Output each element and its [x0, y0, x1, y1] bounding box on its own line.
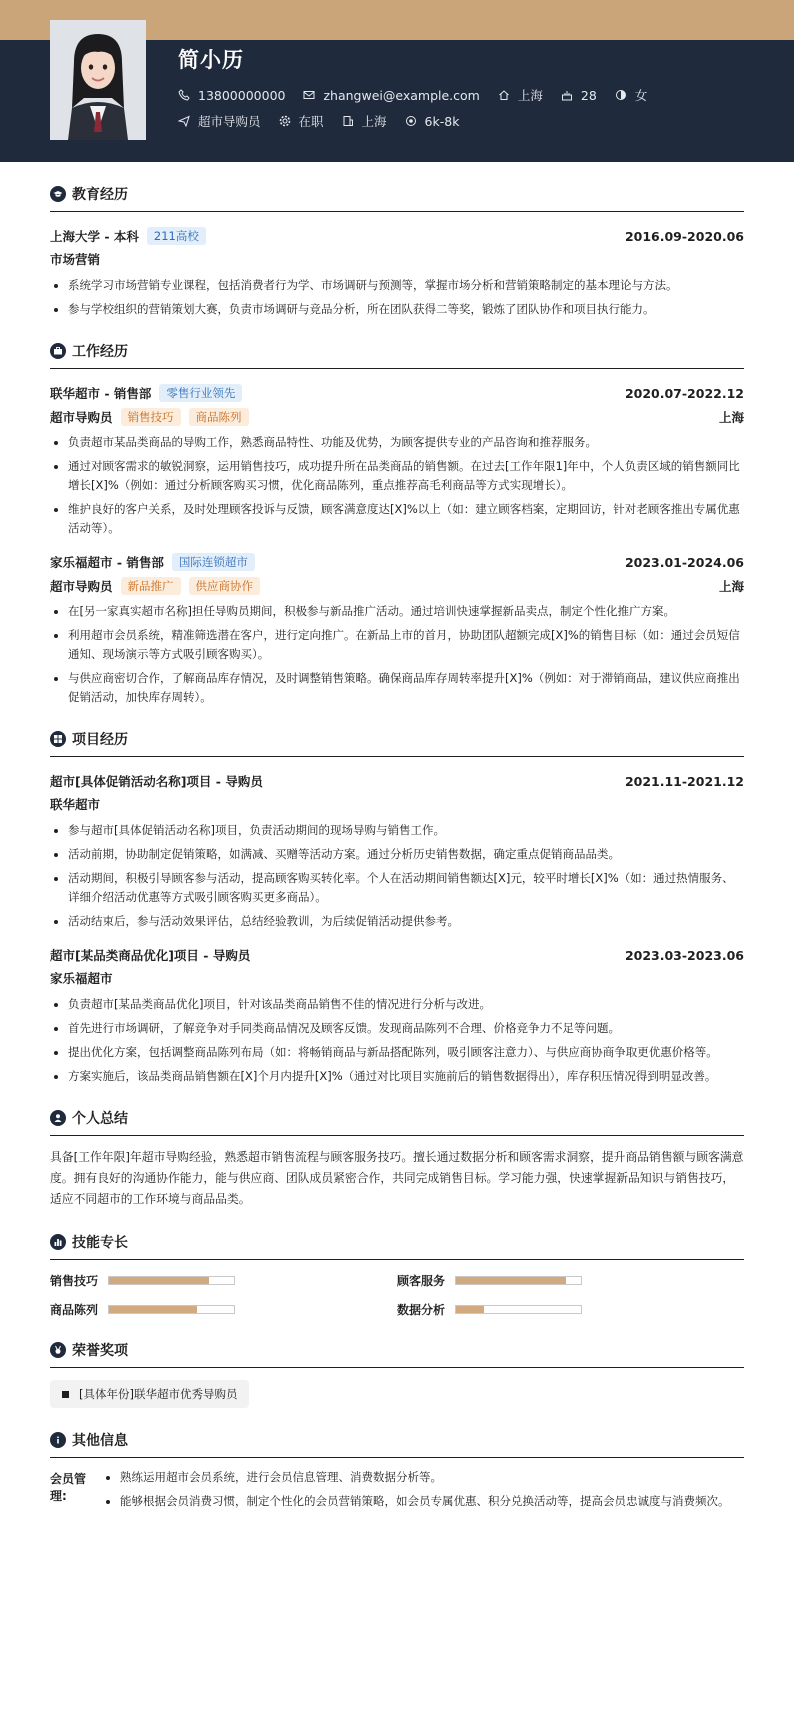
- project-org: 家乐福超市: [50, 971, 113, 986]
- company-tag: 国际连锁超市: [172, 553, 255, 571]
- project-entry: [50, 943, 744, 1086]
- entry-left: [50, 553, 255, 571]
- entry-date: 2023.01-2024.06: [624, 554, 744, 570]
- briefcase-icon: [50, 343, 66, 359]
- job-intent-row: [178, 112, 477, 130]
- home-icon: [498, 89, 510, 101]
- section-title: 其他信息: [72, 1433, 128, 1449]
- skill-bar: [455, 1276, 582, 1285]
- graduation-cap-icon: [50, 186, 66, 202]
- section-title: 项目经历: [72, 732, 128, 748]
- info-icon: [50, 1432, 66, 1448]
- skill-item: [397, 1301, 744, 1318]
- section-header: [50, 184, 744, 212]
- company-name: 联华超市 - 销售部: [50, 386, 152, 401]
- role-title: 超市导购员: [50, 579, 113, 594]
- summary-section: [50, 1108, 744, 1210]
- city-info: [342, 112, 387, 130]
- bullet-list: [102, 1468, 730, 1516]
- list-item: • 能够根据会员消费习惯，制定个性化的会员营销策略，如会员专属优惠、积分兑换活动等，提高会员忠诚度与消费频次。: [120, 1492, 730, 1511]
- skill-tag: 销售技巧: [121, 408, 181, 426]
- section-header: [50, 1232, 744, 1260]
- mail-icon: [303, 89, 315, 101]
- resume-body: [0, 184, 794, 1516]
- section-title: 荣誉奖项: [72, 1343, 128, 1359]
- section-title: 个人总结: [72, 1111, 128, 1127]
- projects-section: [50, 729, 744, 1086]
- list-item: • 活动前期，协助制定促销策略，如满减、买赠等活动方案。通过分析历史销售数据，确定重点促销商品品类。: [68, 845, 744, 864]
- skill-bar-fill: [456, 1306, 484, 1313]
- list-item: • 与供应商密切合作，了解商品库存情况，及时调整销售策略。确保商品库存周转率提升[X]%（例如：对于滞销商品，建议供应商推出促销活动，加快库存周转）。: [68, 669, 744, 707]
- list-item: • 负责超市某品类商品的导购工作，熟悉商品特性、功能及优势，为顾客提供专业的产品咨询和推荐服务。: [68, 433, 744, 452]
- company-tag: 零售行业领先: [159, 384, 242, 402]
- gear-icon: [279, 115, 291, 127]
- entry-left: [50, 227, 206, 245]
- other-entry: [50, 1468, 744, 1516]
- salary-info: [405, 114, 460, 129]
- list-item: • 方案实施后，该品类商品销售额在[X]个月内提升[X]%（通过对比项目实施前后的销售数据得出），库存积压情况得到明显改善。: [68, 1067, 744, 1086]
- candidate-name: 简小历: [178, 48, 244, 72]
- send-icon: [178, 115, 190, 127]
- company-name: 家乐福超市 - 销售部: [50, 555, 164, 570]
- grid-icon: [50, 731, 66, 747]
- school-tag: 211高校: [147, 227, 206, 245]
- entry-date: 2021.11-2021.12: [624, 773, 744, 789]
- skill-item: [397, 1272, 744, 1289]
- phone-text[interactable]: 13800000000: [198, 87, 286, 103]
- gender-info: [615, 86, 648, 104]
- list-item: • 维护良好的客户关系，及时处理顾客投诉与反馈，顾客满意度达[X]%以上（如：建立顾客档案，定期回访，针对老顾客推出专属优惠活动等）。: [68, 500, 744, 538]
- list-item: • 通过对顾客需求的敏锐洞察，运用销售技巧，成功提升所在品类商品的销售额。在过去[工作年限1]年中，个人负责区域的销售额同比增长[X]%（例如：通过分析顾客购买习惯，优化商品陈列，重点推荐高毛利商品等方式实现增长）。: [68, 457, 744, 495]
- skill-name: 顾客服务: [397, 1274, 446, 1288]
- awards-section: [50, 1340, 744, 1408]
- salary-text: 6k-8k: [424, 113, 460, 129]
- bar-chart-icon: [50, 1234, 66, 1250]
- gender-text: 女: [634, 88, 648, 103]
- location-text: 上海: [517, 88, 543, 103]
- skill-bar-fill: [109, 1277, 209, 1284]
- bullet-list: [50, 433, 744, 538]
- list-item: • 提出优化方案，包括调整商品陈列布局（如：将畅销商品与新品搭配陈列，吸引顾客注意力）、与供应商协商争取更优惠价格等。: [68, 1043, 744, 1062]
- entry-row: [50, 943, 744, 967]
- section-header: [50, 729, 744, 757]
- section-title: 技能专长: [72, 1235, 128, 1251]
- list-item: • 负责超市[某品类商品优化]项目，针对该品类商品销售不佳的情况进行分析与改进。: [68, 995, 744, 1014]
- project-title: 超市[具体促销活动名称]项目 - 导购员: [50, 774, 263, 789]
- phone-icon: [178, 89, 190, 101]
- job-target-info: [178, 112, 261, 130]
- entry-row: [50, 224, 744, 248]
- skill-bar-fill: [109, 1306, 197, 1313]
- medal-icon: [50, 1342, 66, 1358]
- work-section: [50, 341, 744, 707]
- entry-left: [50, 408, 249, 426]
- section-title: 教育经历: [72, 187, 128, 203]
- other-label: 会员管理:: [50, 1472, 87, 1503]
- list-item: • 系统学习市场营销专业课程，包括消费者行为学、市场调研与预测等，掌握市场分析和营销策略制定的基本理论与方法。: [68, 276, 744, 295]
- skill-item: [50, 1272, 397, 1289]
- skill-tag: 新品推广: [121, 577, 181, 595]
- list-item: • 参与超市[具体促销活动名称]项目，负责活动期间的现场导购与销售工作。: [68, 821, 744, 840]
- role-row: [50, 574, 744, 598]
- project-org: 联华超市: [50, 797, 101, 812]
- award-item: [50, 1380, 249, 1408]
- gender-icon: [615, 89, 627, 101]
- list-item: • 活动期间，积极引导顾客参与活动，提高顾客购买转化率。个人在活动期间销售额达[X]元，较平时增长[X]%（如：通过热情服务、详细介绍活动优惠等方式吸引顾客购买更多商品）。: [68, 869, 744, 907]
- project-entry: [50, 769, 744, 931]
- list-item: • 利用超市会员系统，精准筛选潜在客户，进行定向推广。在新品上市的首月，协助团队超额完成[X]%的销售目标（如：通过会员短信通知、现场演示等方式吸引顾客购买）。: [68, 626, 744, 664]
- contact-row: [178, 86, 665, 104]
- status-text: 在职: [298, 114, 324, 129]
- bullet-list: [50, 602, 744, 707]
- entry-date: 2023.03-2023.06: [624, 947, 744, 963]
- entry-row: [50, 550, 744, 574]
- email-text[interactable]: zhangwei@example.com: [323, 87, 480, 103]
- entry-row: [50, 769, 744, 793]
- entry-date: 2020.07-2022.12: [624, 385, 744, 401]
- entry-row: [50, 381, 744, 405]
- section-title: 工作经历: [72, 344, 128, 360]
- section-header: [50, 1340, 744, 1368]
- other-section: [50, 1430, 744, 1516]
- work-entry: [50, 550, 744, 707]
- list-item: • 首先进行市场调研，了解竞争对手同类商品情况及顾客反馈。发现商品陈列不合理、价格竞争力不足等问题。: [68, 1019, 744, 1038]
- skill-bar: [455, 1305, 582, 1314]
- skill-bar: [108, 1276, 235, 1285]
- award-text: [具体年份]联华超市优秀导购员: [79, 1387, 238, 1401]
- entry-left: [50, 577, 260, 595]
- skills-grid: [50, 1272, 744, 1318]
- building-icon: [342, 115, 354, 127]
- skills-section: [50, 1232, 744, 1318]
- city-text: 上海: [361, 114, 387, 129]
- entry-left: [50, 384, 242, 402]
- major: 市场营销: [50, 252, 101, 267]
- cake-icon: [561, 89, 573, 101]
- project-title: 超市[某品类商品优化]项目 - 导购员: [50, 948, 251, 963]
- school-name: 上海大学 - 本科: [50, 229, 139, 244]
- bullet-list: [50, 995, 744, 1086]
- list-item: • 熟练运用超市会员系统，进行会员信息管理、消费数据分析等。: [120, 1468, 730, 1487]
- skill-name: 商品陈列: [50, 1303, 99, 1317]
- work-entry: [50, 381, 744, 538]
- bullet-list: [50, 821, 744, 931]
- status-info: [279, 112, 324, 130]
- list-item: • 参与学校组织的营销策划大赛，负责市场调研与竞品分析，所在团队获得二等奖，锻炼了团队协作和项目执行能力。: [68, 300, 744, 319]
- job-target-text: 超市导购员: [198, 114, 261, 129]
- summary-text: 具备[工作年限]年超市导购经验，熟悉超市销售流程与顾客服务技巧。擅长通过数据分析和顾客需求洞察，提升商品销售额与顾客满意度。拥有良好的沟通协作能力，能与供应商、团队成员紧密合作，共同完成销售目标。学习能力强，快速掌握新品知识与销售技巧，适应不同超市的工作环境与商品品类。: [50, 1150, 744, 1206]
- skill-name: 数据分析: [397, 1303, 446, 1317]
- role-row: [50, 405, 744, 429]
- list-item: • 在[另一家真实超市名称]担任导购员期间，积极参与新品推广活动。通过培训快速掌握新品卖点，制定个性化推广方案。: [68, 602, 744, 621]
- entry-date: 2016.09-2020.06: [624, 228, 744, 244]
- skill-item: [50, 1301, 397, 1318]
- skill-bar-fill: [456, 1277, 566, 1284]
- entry-location: 上海: [718, 410, 744, 425]
- section-header: [50, 1430, 744, 1458]
- user-icon: [50, 1110, 66, 1126]
- age-text: 28: [580, 87, 597, 103]
- section-header: [50, 1108, 744, 1136]
- age-info: [561, 88, 597, 103]
- skill-tag: 供应商协作: [189, 577, 261, 595]
- resume-header: [0, 40, 794, 162]
- entry-location: 上海: [718, 579, 744, 594]
- education-entry: [50, 224, 744, 319]
- skill-name: 销售技巧: [50, 1274, 99, 1288]
- skill-bar: [108, 1305, 235, 1314]
- bullet-list: [50, 276, 744, 319]
- coin-icon: [405, 115, 417, 127]
- square-bullet-icon: [62, 1391, 69, 1398]
- education-section: [50, 184, 744, 319]
- avatar: [50, 20, 146, 140]
- phone-info: [178, 88, 285, 103]
- email-info: [303, 88, 479, 103]
- section-header: [50, 341, 744, 369]
- list-item: • 活动结束后，参与活动效果评估，总结经验教训，为后续促销活动提供参考。: [68, 912, 744, 931]
- location-info: [498, 86, 543, 104]
- skill-tag: 商品陈列: [189, 408, 249, 426]
- role-title: 超市导购员: [50, 410, 113, 425]
